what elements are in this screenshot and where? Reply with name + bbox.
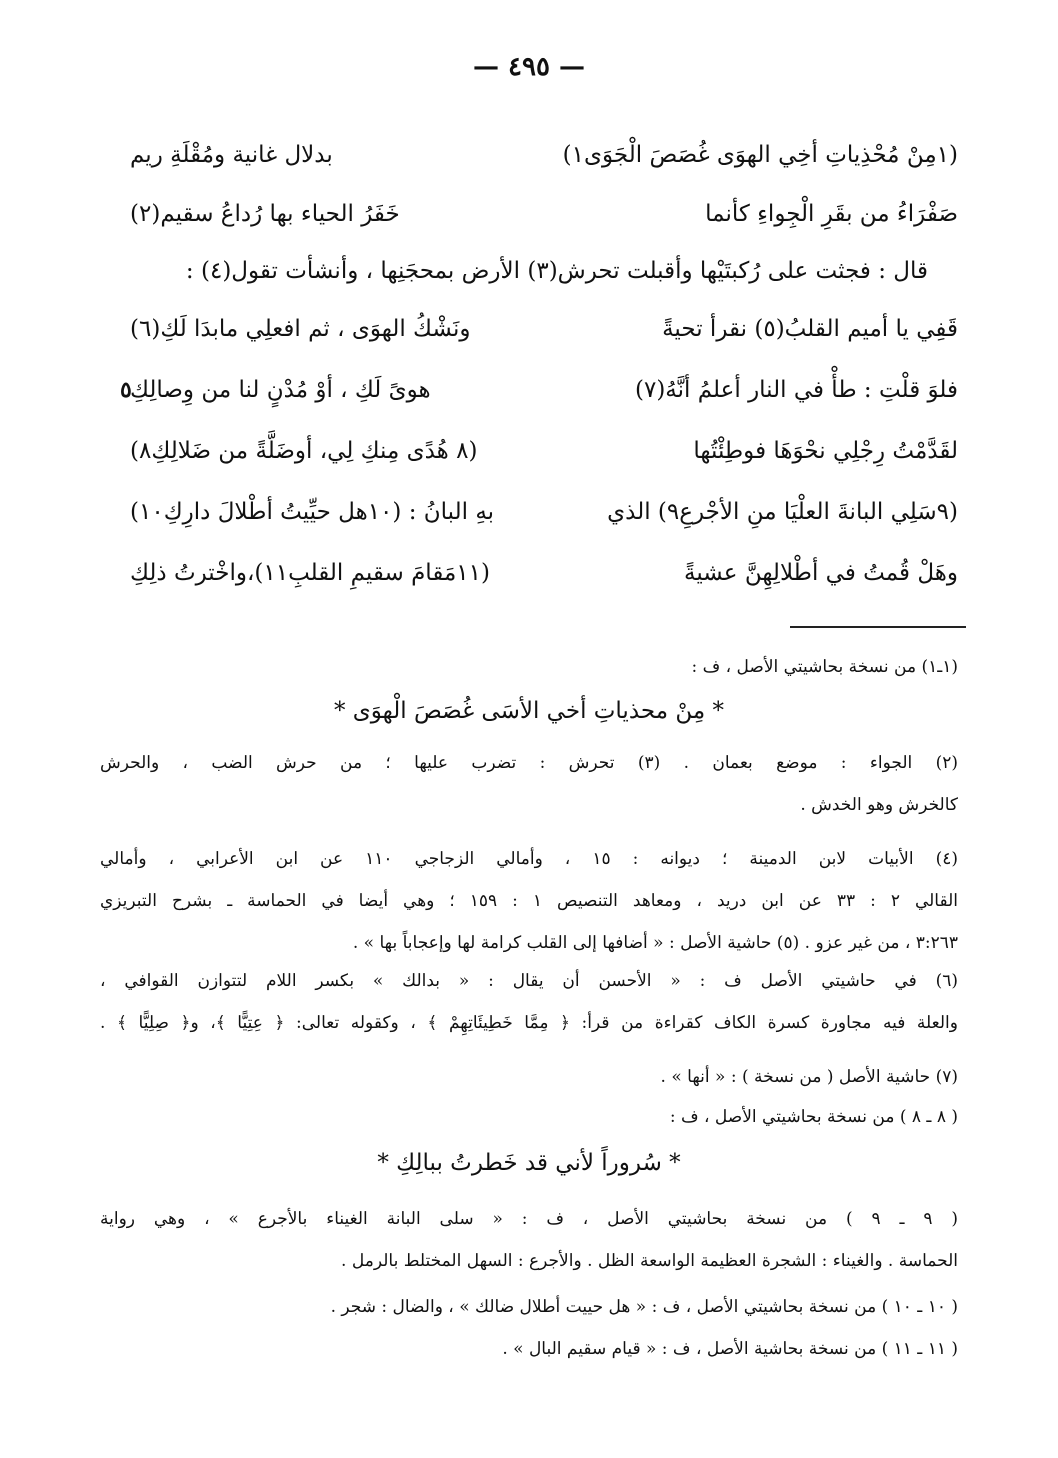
verse-6-first-hemistich: (٩سَلِي البانةَ العلْيَا منِ الأجْرعِ٩) الذي: [607, 499, 958, 525]
footnote-7: (٧) حاشية الأصل ( من نسخة ) : « أنها » .: [660, 1067, 958, 1087]
verse-1-first-hemistich: (١مِنْ مُحْذِياتِ أخِي الهوَى غُصَصَ الْجَوَى١): [562, 142, 958, 168]
footnote-4-line-2: القالي ٢ : ٣٣ عن ابن دريد ، ومعاهد التنصيص ١ : ١٥٩ ؛ وهي أيضا في الحماسة ـ بشرح التبريزي: [100, 891, 958, 911]
footnote-6-line-1: (٦) في حاشيتي الأصل ف : « الأحسن أن يقال : « بدالك » بكسر اللام لتتوازن القوافي ،: [100, 971, 958, 991]
footnote-8-intro: ( ٨ ـ ٨ ) من نسخة بحاشيتي الأصل ، ف :: [669, 1107, 958, 1127]
footnote-10: ( ١٠ ـ ١٠ ) من نسخة بحاشيتي الأصل ، ف : « هل حييت أطلال ضالك » ، والضال : شجر .: [330, 1297, 958, 1317]
verse-line-2: [130, 189, 958, 239]
verse-line-6: [130, 487, 958, 537]
verse-2-second-hemistich: خَفَرُ الحياء بها رُداعُ سقيم(٢): [130, 201, 400, 227]
footnote-8-verse: * سُروراً لأني قد خَطرتُ ببالِكِ *: [377, 1150, 681, 1176]
verse-line-7: [130, 548, 958, 598]
footnote-11: ( ١١ ـ ١١ ) من نسخة بحاشية الأصل ، ف : « قيام سقيم البال » .: [502, 1339, 958, 1359]
footnote-2-3-line-1: (٢) الجواء : موضع بعمان . (٣) تحرش : تضرب عليها ؛ من حرش الضب ، والحرش: [100, 753, 958, 773]
footnote-4-5-line-3: ٣:٢٦٣ ، من غير عزو . (٥) حاشية الأصل : « أضافها إلى القلب كرامة لها وإعجاباً بها » .: [352, 933, 958, 953]
prose-text: قال : فجثت على رُكبتَيْها وأقبلت تحرش(٣) الأرض بمحجَنِها ، وأنشأت تقول(٤) :: [185, 258, 928, 284]
verse-3-first-hemistich: قَفِي يا أميم القلبُ(٥) نقرأ تحيةً: [662, 316, 958, 342]
verse-3-second-hemistich: ونَشْكُ الهوَى ، ثم افعلِي مابدَا لَكِ(٦): [130, 316, 471, 342]
footnote-1-intro: (١ـ١) من نسخة بحاشيتي الأصل ، ف :: [691, 657, 958, 677]
footnote-2-3-line-2: كالخرش وهو الخدش .: [800, 795, 958, 815]
footnote-9-line-1: ( ٩ ـ ٩ ) من نسخة بحاشيتي الأصل ، ف : « سلى البانة الغيناء بالأجرع » ، وهي رواية: [100, 1209, 958, 1229]
footnote-4-line-1: (٤) الأبيات لابن الدمينة ؛ ديوانه : ١٥ ، وأمالي الزجاجي ١١٠ عن ابن الأعرابي ، وأمالي: [100, 849, 958, 869]
footnote-9-line-2: الحماسة . والغيناء : الشجرة العظيمة الواسعة الظل . والأجرع : السهل المختلط بالرمل .: [341, 1251, 958, 1271]
page-number: — ٤٩٥ —: [472, 52, 586, 82]
footnote-separator: [790, 626, 966, 628]
line-number-marker: ٥: [120, 377, 132, 403]
verse-line-5: [130, 426, 958, 476]
verse-4-first-hemistich: فلوَ قلْتِ : طأْ في النار أعلمُ أنَّهُ(٧): [634, 377, 958, 403]
footnote-1-verse: * مِنْ محذياتِ أخي الأسَى غُصَصَ الْهوَى *: [333, 698, 725, 724]
verse-1-second-hemistich: بدلال غانية ومُقْلَةِ ريم: [130, 142, 333, 168]
verse-5-second-hemistich: (٨ هُدًى مِنكِ لِي، أوضَلَّةً من ضَلالِكِ٨): [130, 438, 478, 464]
verse-line-3: [130, 304, 958, 354]
footnote-6-line-2: والعلة فيه مجاورة كسرة الكاف كقراءة من قرأ: ﴿ مِمَّا خَطِيئَاتِهِمْ ﴾ ، وكقوله تعالى: ﴿ عِتِيًّا ﴾، و﴿ صِلِيًّا ﴾ .: [100, 1013, 958, 1033]
verse-7-first-hemistich: وهَلْ قُمتُ في أطْلالِهِنَّ عشيةً: [684, 560, 958, 586]
prose-line: [130, 246, 958, 296]
verse-2-first-hemistich: صَفْرَاءُ من بقَرِ الْجِواءِ كأنما: [705, 201, 958, 227]
verse-5-first-hemistich: لقَدَّمْتُ رِجْلِي نحْوَهَا فوطِئْتُها: [693, 438, 958, 464]
verse-line-1: [130, 130, 958, 180]
verse-line-4: [130, 365, 958, 415]
verse-4-second-hemistich: هوىً لَكِ ، أوْ مُدْنٍ لنا من وِصالِكِ: [130, 377, 431, 403]
verse-7-second-hemistich: (١١مَقامَ سقيمِ القلبِ١١)،واخْترتُ ذلِكِ: [130, 560, 490, 586]
verse-6-second-hemistich: بهِ البانُ : (١٠هل حيِّيتُ أطْلالَ دارِكِ١٠): [130, 499, 495, 525]
